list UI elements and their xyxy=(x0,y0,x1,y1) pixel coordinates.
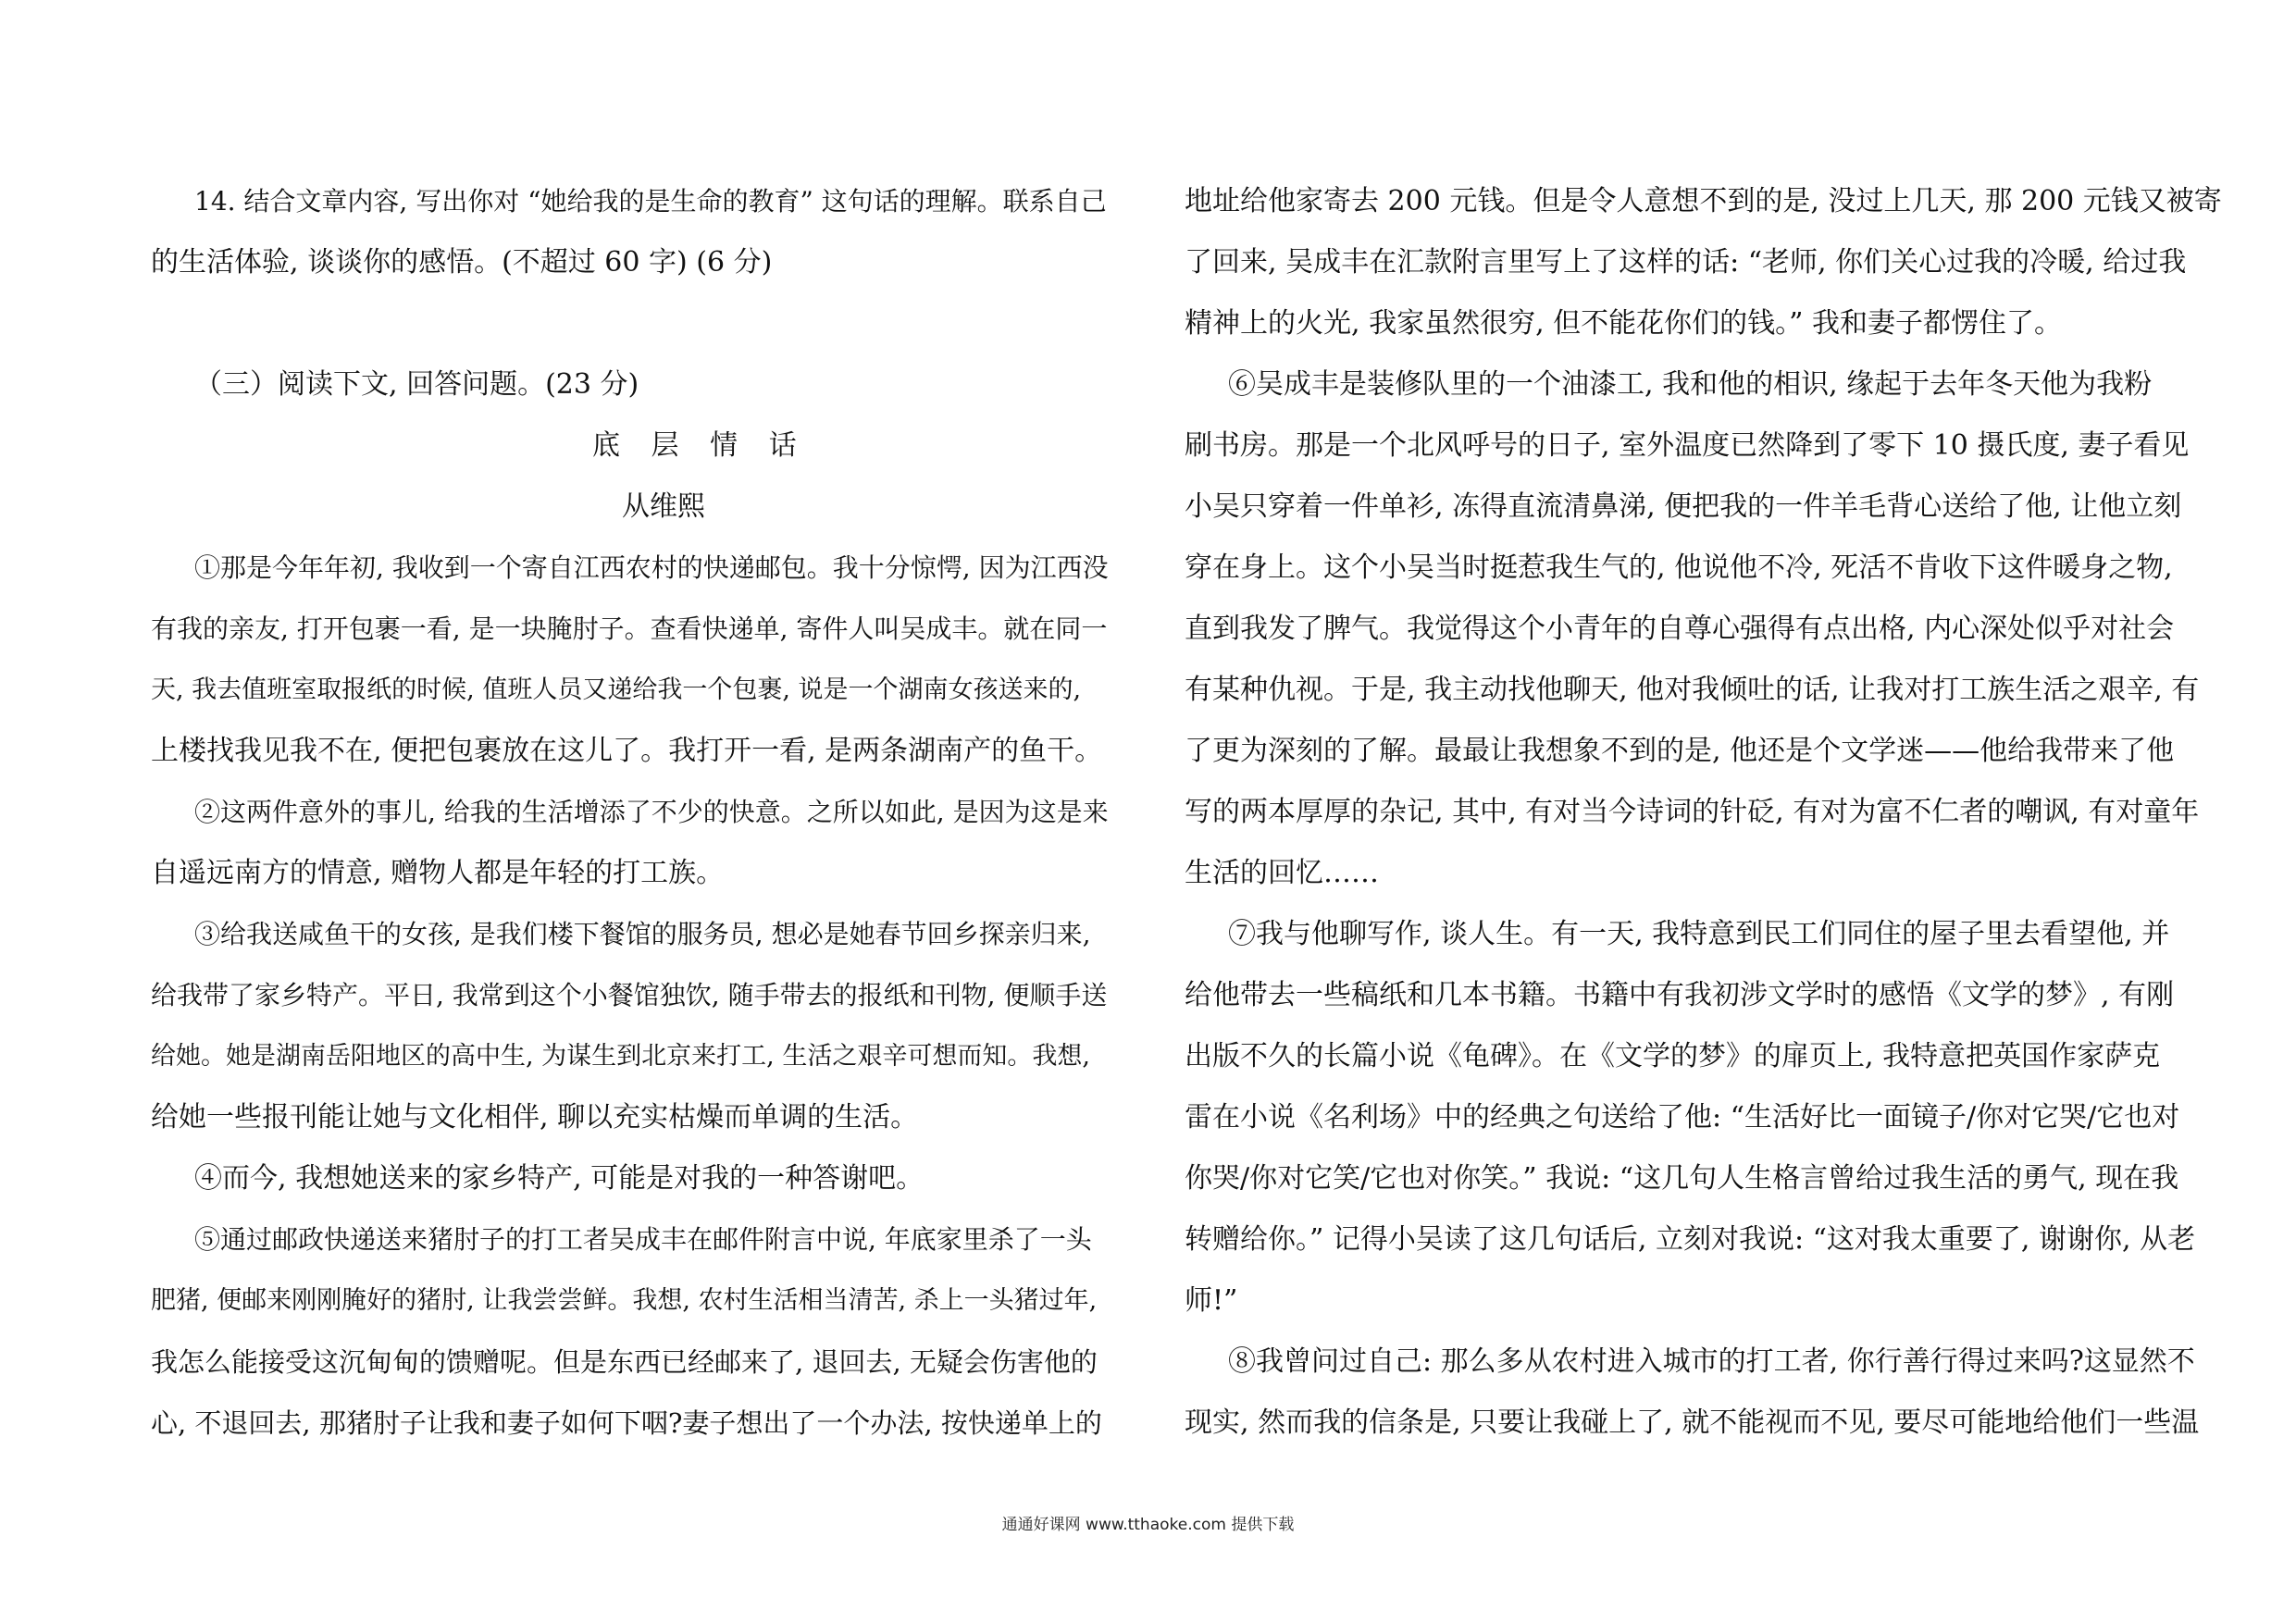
paragraph-line: 现实, 然而我的信条是, 只要让我碰上了, 就不能视而不见, 要尽可能地给他们一些温 xyxy=(1185,1406,2200,1439)
paragraph-line: 精神上的火光, 我家虽然很穷, 但不能花你们的钱。” 我和妻子都愣住了。 xyxy=(1185,307,2063,340)
paragraph-line: ⑤通过邮政快递送来猪肘子的打工者吴成丰在邮件附言中说, 年底家里杀了一头 xyxy=(194,1224,1092,1255)
paragraph-line: 天, 我去值班室取报纸的时候, 值班人员又递给我一个包裹, 说是一个湖南女孩送来的, xyxy=(151,675,1082,704)
paragraph-line: ①那是今年年初, 我收到一个寄自江西农村的快递邮包。我十分惊愕, 因为江西没 xyxy=(194,552,1109,583)
paragraph-line: 有某种仇视。于是, 我主动找他聊天, 他对我倾吐的话, 让我对打工族生活之艰辛, 有 xyxy=(1185,674,2200,706)
page-footer: 通通好课网 www.tthaoke.com 提供下载 xyxy=(1001,1516,1295,1534)
paragraph-line: ④而今, 我想她送来的家乡特产, 可能是对我的一种答谢吧。 xyxy=(194,1162,925,1195)
paragraph-line: 生活的回忆…… xyxy=(1185,857,1379,889)
paragraph-line: 肥猪, 便邮来刚刚腌好的猪肘, 让我尝尝鲜。我想, 农村生活相当清苦, 杀上一头猪过年, xyxy=(151,1286,1098,1315)
paragraph-line: 你哭/你对它笑/它也对你笑。” 我说: “这几句人生格言曾给过我生活的勇气, 现在我 xyxy=(1185,1162,2179,1195)
paragraph-line: ②这两件意外的事儿, 给我的生活增添了不少的快意。之所以如此, 是因为这是来 xyxy=(194,797,1109,827)
paragraph-line: 自遥远南方的情意, 赠物人都是年轻的打工族。 xyxy=(151,857,725,889)
paragraph-line: 地址给他家寄去 200 元钱。但是令人意想不到的是, 没过上几天, 那 200 元钱又被寄 xyxy=(1185,185,2222,217)
paragraph-line: 转赠给你。” 记得小吴读了这几句话后, 立刻对我说: “这对我太重要了, 谢谢你, 从老 xyxy=(1185,1223,2196,1256)
paragraph-line: 给我带了家乡特产。平日, 我常到这个小餐馆独饮, 随手带去的报纸和刊物, 便顺手送 xyxy=(151,980,1108,1010)
question-14-line-1: 14. 结合文章内容, 写出你对 “她给我的是生命的教育” 这句话的理解。联系自己 xyxy=(194,186,1107,217)
paragraph-line: 小吴只穿着一件单衫, 冻得直流清鼻涕, 便把我的一件羊毛背心送给了他, 让他立刻 xyxy=(1185,490,2182,523)
paragraph-line: 出版不久的长篇小说《龟碑》。在《文学的梦》的扉页上, 我特意把英国作家萨克 xyxy=(1185,1040,2161,1072)
paragraph-line: 上楼找我见我不在, 便把包裹放在这儿了。我打开一看, 是两条湖南产的鱼干。 xyxy=(151,735,1103,767)
paragraph-line: ⑧我曾问过自己: 那么多从农村进入城市的打工者, 你行善行得过来吗?这显然不 xyxy=(1228,1345,2195,1378)
paragraph-line: 了回来, 吴成丰在汇款附言里写上了这样的话: “老师, 你们关心过我的冷暖, 给过我 xyxy=(1185,246,2187,279)
question-14-line-2: 的生活体验, 谈谈你的感悟。(不超过 60 字) (6 分) xyxy=(151,246,773,279)
article-author: 从维熙 xyxy=(622,490,705,523)
paragraph-line: 有我的亲友, 打开包裹一看, 是一块腌肘子。查看快递单, 寄件人叫吴成丰。就在同一 xyxy=(151,613,1108,644)
paragraph-line: 刷书房。那是一个北风呼号的日子, 室外温度已然降到了零下 10 摄氏度, 妻子看见 xyxy=(1185,429,2190,462)
paragraph-line: ⑥吴成丰是装修队里的一个油漆工, 我和他的相识, 缘起于去年冬天他为我粉 xyxy=(1228,368,2153,401)
paragraph-line: ⑦我与他聊写作, 谈人生。有一天, 我特意到民工们同住的屋子里去看望他, 并 xyxy=(1228,918,2170,950)
paragraph-line: ③给我送咸鱼干的女孩, 是我们楼下餐馆的服务员, 想必是她春节回乡探亲归来, xyxy=(194,919,1091,949)
paragraph-line: 给她一些报刊能让她与文化相伴, 聊以充实枯燥而单调的生活。 xyxy=(151,1101,919,1134)
paragraph-line: 了更为深刻的了解。最最让我想象不到的是, 他还是个文学迷——他给我带来了他 xyxy=(1185,735,2175,767)
paragraph-line: 写的两本厚厚的杂记, 其中, 有对当今诗词的针砭, 有对为富不仁者的嘲讽, 有对童年 xyxy=(1185,796,2200,828)
paragraph-line: 直到我发了脾气。我觉得这个小青年的自尊心强得有点出格, 内心深处似乎对社会 xyxy=(1185,613,2175,645)
paragraph-line: 给他带去一些稿纸和几本书籍。书籍中有我初涉文学时的感悟《文学的梦》, 有刚 xyxy=(1185,979,2175,1011)
article-title: 底 层 情 话 xyxy=(592,429,808,462)
paragraph-line: 给她。她是湖南岳阳地区的高中生, 为谋生到北京来打工, 生活之艰辛可想而知。我想, xyxy=(151,1042,1090,1071)
paragraph-line: 穿在身上。这个小吴当时挺惹我生气的, 他说他不冷, 死活不肯收下这件暖身之物, xyxy=(1185,551,2173,584)
paragraph-line: 心, 不退回去, 那猪肘子让我和妻子如何下咽?妻子想出了一个办法, 按快递单上的 xyxy=(151,1407,1102,1439)
paragraph-line: 雷在小说《名利场》中的经典之句送给了他: “生活好比一面镜子/你对它哭/它也对 xyxy=(1185,1101,2180,1134)
section-heading: （三）阅读下文, 回答问题。(23 分) xyxy=(194,368,639,401)
paragraph-line: 我怎么能接受这沉甸甸的馈赠呢。但是东西已经邮来了, 退回去, 无疑会伤害他的 xyxy=(151,1346,1098,1378)
paragraph-line: 师!” xyxy=(1185,1284,1238,1317)
